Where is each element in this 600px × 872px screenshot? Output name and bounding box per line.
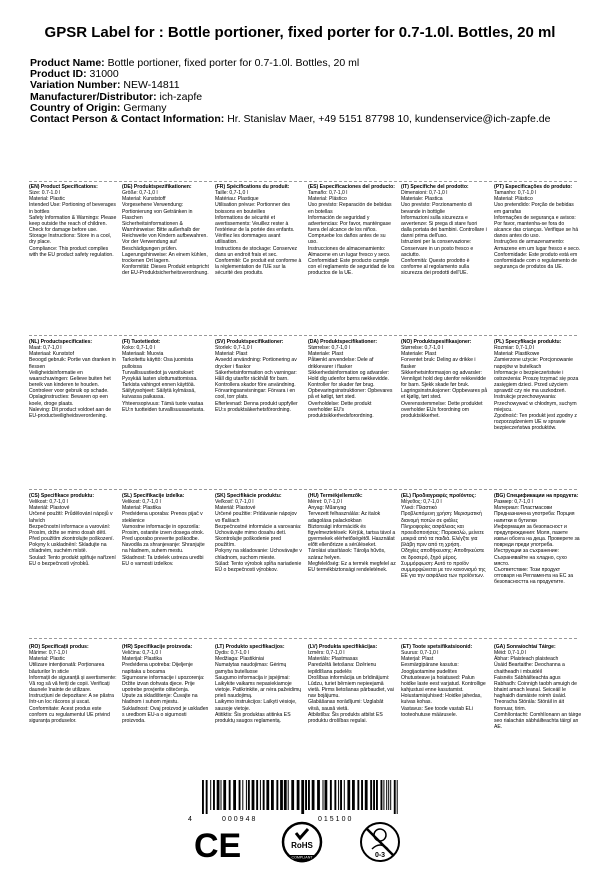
spec-line: Πληροφορίες ασφάλειας και προειδοποιήσεις: Παρακαλώ, μείνετε μακριά από τα παιδιά. Ελέγξτε για βλάβη πριν από τη χρήση. (401, 523, 484, 549)
spec-line: Turvallisuustiedot ja varoitukset: Pysykää lasten ulottumattomissa. Tarkista vahingot ennen käyttöä. (122, 369, 198, 389)
spec-block (401, 339, 489, 419)
compliance-symbols (192, 819, 412, 869)
spec-line: Predvidena uporaba: Prenos pijač v steklenice (122, 511, 203, 524)
spec-line: Materiale: Plast (308, 351, 344, 358)
barcode-digit-left: 4 (188, 816, 192, 823)
spec-line: Información de seguridad y advertencias: Por favor, manténgase fuera del alcance de los niños. Compruebe los daños antes de su uso. (308, 214, 391, 246)
spec-line: Bezpečnostné informácie a varovania: Uchovávajte mimo dosahu detí. Skontrolujte poškodenie pred použitím. (215, 523, 302, 549)
barcode-bar (305, 780, 307, 810)
age-limit-text: 0-3 (374, 852, 386, 859)
spec-line: Conformitate: Acest produs este conform cu regulamentul UE privind siguranța produselor. (29, 705, 110, 724)
spec-line: Информация за безопасност и предупреждения: Моля, пазете извън обсега на деца. Проверете за повреди преди употреба. (494, 523, 580, 549)
barcode-bar (365, 780, 368, 810)
barcode-bar (288, 780, 289, 810)
spec-line: Sicherheitsinformationen & Warnhinweise: Bitte außerhalb der Reichweite von Kindern aufbewahren. Vor der Verwendung auf Beschädigungen prüfen. (122, 220, 208, 252)
spec-line: Säilytysohjeet: Säilytä kylmässä, kuivassa paikassa. (122, 388, 196, 401)
spec-line: Megfelelőség: Ez a termék megfelel az EU termékbiztonsági rendeletének. (308, 560, 396, 573)
barcode-bar (210, 780, 211, 810)
spec-line: Material: Kunststoff (122, 196, 166, 203)
barcode-bar (397, 780, 398, 814)
barcode-bar (206, 780, 208, 814)
spec-line: Velikost: 0,7-1,0 l (29, 499, 68, 506)
spec-line: Konformität: Dieses Produkt entspricht der EU-Produktsicherheitsverordnung. (122, 264, 209, 277)
barcode-bar (260, 780, 261, 810)
spec-line: Yhteensopivuus: Tämä tuote vastaa EU:n tuotteiden turvallisuusasetusta. (122, 400, 205, 413)
spec-line: Uso pretendido: Porção de bebidas em garrafas (494, 202, 574, 215)
spec-line: Påtænkt anvendelse: Dele af drikkevarer i flasker (308, 357, 374, 370)
barcode-bar (381, 780, 383, 810)
spec-block (401, 184, 489, 276)
spec-block (29, 184, 117, 258)
spec-line: Predviđena upotreba: Dijeljenje napitaka u bocama (122, 662, 193, 675)
spec-line: Materijal: Plastika (122, 656, 162, 663)
barcode-bar (357, 780, 359, 810)
spec-line: Materiał: Plastikowe (494, 351, 540, 358)
spec-line: Drošības informācija un brīdinājumi: Lūdzu, turiet bērniem nepieejamā vietā. Pirms lietošanas pārbaudiet, vai nav bojājumu. (308, 674, 394, 700)
spec-heading: (SV) Produktspecifikationer: (215, 339, 284, 345)
spec-line: Méid: 0,7-1,0 l (494, 650, 527, 657)
barcode-bar (317, 780, 320, 810)
spec-line: Atitiktis: Šis produktas atitinka ES produktų saugos reglamentą. (215, 711, 291, 724)
spec-block (308, 184, 396, 276)
divider (29, 335, 577, 336)
info-key: Product ID: (30, 68, 87, 81)
spec-line: Conformidad: Este producto cumple con el reglamento de seguridad de los productos de la UE. (308, 257, 395, 277)
spec-line: Materiaali: Muovia (122, 351, 164, 358)
divider (29, 638, 577, 639)
spec-line: Hoiustamisjuhised: Hoidke jahedas, kuivas kohas. (401, 693, 482, 706)
spec-heading: (IT) Specifiche del prodotto: (401, 184, 469, 190)
divider (29, 489, 577, 490)
barcode-bar (386, 780, 387, 810)
spec-line: Zgodność: Ten produkt jest zgodny z rozporządzeniem UE w sprawie bezpieczeństwa produktów. (494, 412, 577, 432)
spec-block (122, 493, 210, 567)
barcode-bar (252, 780, 255, 810)
spec-line: Tarkoitettu käyttö: Osa juomista pulloissa (122, 357, 194, 370)
spec-line: Storage Instructions: Store in a cool, dry place. (29, 233, 112, 246)
barcode-bar (388, 780, 389, 810)
barcode-bar (280, 780, 283, 810)
info-value: ich-zapfe (159, 90, 203, 103)
spec-line: Tárolási utasítások: Tárolja hűvös, száraz helyen. (308, 548, 386, 561)
barcode-bar (308, 780, 310, 810)
spec-block (215, 493, 303, 573)
spec-block (29, 339, 117, 419)
spec-line: Lagerungshinweise: An einem kühlen, trockenen Ort lagern. (122, 251, 208, 264)
barcode-digits-right: 015100 (318, 816, 354, 823)
spec-line: Größe: 0,7-1,0 l (122, 190, 158, 197)
spec-line: Lagringsinstruksjoner: Oppbevares på et kjølig, tørt sted. (401, 388, 488, 401)
spec-heading: (FR) Spécifications du produit: (215, 184, 290, 190)
label-title: GPSR Label for : Bottle portioner, fixed porter for 0.7-1.0l. Bottles, 20 ml (44, 24, 556, 41)
spec-heading: (FI) Tuotetiedot: (122, 339, 161, 345)
barcode-bar (239, 780, 241, 810)
barcode-bar (361, 780, 363, 810)
spec-line: Informacje o bezpieczeństwie i ostrzeżenia: Proszę trzymać się poza zasięgiem dzieci. Przed użyciem sprawdź czy nie ma uszkodzeń. (494, 369, 579, 395)
spec-line: Safety Information & Warnings: Please keep outside the reach of children. Check for damage before use. (29, 214, 117, 234)
rohs-text: RoHS (291, 841, 313, 850)
spec-line: Méret: 0,7-1,0 l (308, 499, 343, 506)
spec-line: Materiál: Plastové (215, 505, 256, 512)
spec-line: Instruções de armazenamento: Armazene em um lugar fresco e seco. (494, 239, 581, 252)
spec-line: Treoracha Stórála: Stóráil in áit fionnuar, tirim. (494, 699, 565, 712)
spec-line: Forventet bruk: Deling av drikke i flasker (401, 357, 476, 370)
spec-block (494, 339, 582, 431)
spec-line: Paredzētā lietošana: Dzērienu iepildīšana pudelēs (308, 662, 377, 675)
rohs-compliant-text: COMPLIANT (291, 855, 313, 860)
spec-line: Material: Plastic (29, 656, 65, 663)
barcode-bar (297, 780, 300, 810)
spec-heading: (LT) Produkto specifikacijos: (215, 644, 285, 650)
spec-block (215, 339, 303, 413)
product-info (30, 58, 600, 125)
spec-block (308, 644, 396, 724)
spec-block (308, 339, 396, 419)
spec-line: Συμμόρφωση: Αυτό το προϊόν συμμορφώνεται με τον κανονισμό της ΕΕ για την ασφάλεια των προϊόντων. (401, 560, 486, 580)
spec-heading: (DE) Produktspezifikationen: (122, 184, 192, 190)
info-value: 31000 (89, 68, 119, 81)
barcode-bar (291, 780, 294, 810)
divider (29, 181, 577, 182)
barcode-bar (325, 780, 328, 810)
spec-heading: (HU) Termékjellemzők: (308, 493, 363, 499)
barcode-bar (330, 780, 332, 810)
barcode-bar (390, 780, 391, 810)
spec-line: Förvaringsanvisningar: Förvara i en cool, torr plats. (215, 388, 296, 401)
barcode-bar (344, 780, 345, 810)
spec-line: Sukladnost: Ovaj proizvod je usklađen s uredbom EU-a o sigurnosti proizvoda. (122, 705, 209, 724)
spec-line: Instrukcje przechowywania: Przechowywać w chłodnym, suchym miejscu. (494, 394, 577, 413)
spec-line: Materjal: Plast (401, 656, 434, 663)
spec-line: Pokyny k uskladnění: Skladujte na chladném, suchém místě. (29, 542, 107, 555)
spec-heading: (SK) Špecifikácie produktu: (215, 493, 282, 499)
spec-line: Instrucciones de almacenamiento: Almacene en un lugar fresco y seco. (308, 245, 391, 258)
spec-line: Conformidade: Este produto está em conformidade com o regulamento de segurança de produtos da UE. (494, 251, 578, 271)
spec-line: Taille: 0,7-1,0 l (215, 190, 248, 197)
spec-heading: (EN) Product Specifications: (29, 184, 98, 190)
spec-line: Efterlevnad: Denna produkt uppfyller EU:s produktsäkerhetsförordning. (215, 400, 298, 413)
spec-block (122, 184, 210, 276)
spec-line: Størrelse: 0,7-1,0 l (401, 345, 443, 352)
spec-line: Velikost: 0,7-1,0 l (122, 499, 161, 506)
spec-line: Ohutusteave ja hoiatused: Palun hoidke laste eest varjatud. Kontrollige kahjustusi enne kasutamist. (401, 674, 486, 694)
ean-barcode (198, 780, 403, 814)
spec-heading: (CS) Specifikace produktu: (29, 493, 95, 499)
spec-line: Atbilstība: Šis produkts atbilst ES produktu drošības regulai. (308, 711, 383, 724)
info-value: NEW-14811 (123, 79, 180, 92)
info-key: Contact Person & Contact Information: (30, 113, 225, 126)
spec-line: Προβλεπόμενη χρήση: Μερισματική διανομή ποτών σε φιάλες (401, 511, 482, 524)
spec-line: Faisnéis Sábháilteachta agus Rabhadh: Coinnigh taobh amuigh de bhaint amach leanaí. Seiceáil le haghaidh damáiste roimh úsáid. (494, 674, 577, 700)
ce-mark-text: CE (194, 827, 242, 865)
info-key: Manufacturer/Distributor: (30, 90, 157, 103)
spec-line: Opbevaringsinstruktioner: Opbevares på et køligt, tørt sted. (308, 388, 393, 401)
spec-line: Materiale: Plastica (401, 196, 443, 203)
spec-line: Overensstemmelse: Dette produktet overholder EUs forordning om produktsikkerhet. (401, 400, 483, 419)
spec-block (29, 493, 117, 567)
spec-line: Material: Plastic (29, 196, 65, 203)
spec-line: Biztonsági információk és figyelmeztetések: Kérjük, tartsa távol a gyermekek elérhetőségétől. Használat előtt ellenőrizze a sérüléseket. (308, 523, 396, 549)
spec-line: Material: Plast (215, 351, 248, 358)
spec-line: Ábhar: Plaisteach plaisteach (494, 656, 559, 663)
spec-line: Utilisation prévue: Portionner des boissons en bouteilles (215, 202, 291, 215)
barcode-bar (248, 780, 250, 810)
spec-heading: (NO) Produktspesifikasjoner: (401, 339, 472, 345)
spec-line: Comhlíontacht: Comhlíonann an táirge seo rialachán sábháilteachta táirgí an AE. (494, 711, 582, 731)
spec-line: Οδηγίες αποθήκευσης: Αποθηκεύστε σε δροσερό, ξηρό μέρος. (401, 548, 485, 561)
spec-line: Veličina: 0,7-1,0 l (122, 650, 161, 657)
spec-line: Skladnost: Ta izdelek ustreza uredbi EU o varnosti izdelkov. (122, 554, 204, 567)
spec-line: Utilizare intenționată: Porționarea băuturilor în sticle (29, 662, 105, 675)
spec-heading: (PL) Specyfikacje produktu: (494, 339, 562, 345)
barcode-bar (301, 780, 304, 814)
spec-line: Zamierzone użycie: Porcjonowanie napojów w butelkach (494, 357, 573, 370)
spec-line: Soulad: Tento produkt splňuje nařízení EU o bezpečnosti výrobků. (29, 554, 116, 567)
spec-line: Eesmärgipärane kasutus: Joogijaotamine pudelites (401, 662, 459, 675)
spec-line: Informații de siguranță și avertismente: Vă rog să vă feriți de copii. Verificați daunele înainte de utilizare. (29, 674, 117, 694)
info-value: Hr. Stanislav Maer, +49 5151 87798 10, kundenservice@ich-zapfe.de (227, 113, 551, 126)
spec-block (215, 644, 303, 724)
barcode-bar (338, 780, 339, 810)
spec-heading: (SL) Specifikacije izdelka: (122, 493, 185, 499)
spec-heading: (RO) Specificații produs: (29, 644, 89, 650)
spec-line: Varnostne informacije in opozorila: Prosim, ostanite izven dosega otrok. Pred uporabo preverite poškodbe. (122, 523, 205, 543)
barcode-bar (276, 780, 278, 810)
barcode-bar (394, 780, 396, 814)
spec-line: Material: Plastika (122, 505, 161, 512)
spec-line: Informations de sécurité et avertissements: Veuillez rester à l'extérieur de la portée des enfants. Vérifiez les dommages avant utilisation. (215, 214, 295, 246)
spec-line: Størrelse: 0,7-1,0 l (308, 345, 350, 352)
spec-line: Uso previsto: Reparación de bebidas en botellas (308, 202, 392, 215)
spec-line: Sikkerhedsinformation og advarsler: Hold dig udenfor børns rækkevidde. Kontroller for skader før brug. (308, 369, 390, 389)
spec-block (494, 184, 582, 270)
info-key: Product Name: (30, 57, 105, 69)
spec-line: Veľkosť: 0,7-1,0 l (215, 499, 254, 506)
not-for-children-icon (361, 823, 399, 861)
spec-line: Rozmiar: 0,7-1,0 l (494, 345, 535, 352)
spec-line: Suurus: 0,7-1,0 l (401, 650, 439, 657)
barcode-bar (217, 780, 220, 810)
spec-line: Sikkerhetsinformasjon og advarsler: Vennligst hold deg utenfor rekkevidde for barn. Sjekk skade før bruk. (401, 369, 486, 389)
spec-line: Glabāšanas norādījumi: Uzglabāt vēsā, sausā vietā. (308, 699, 384, 712)
spec-line: Naleving: Dit product voldoet aan de EU-productveiligheidsverordening. (29, 406, 112, 419)
barcode-bar (284, 780, 287, 810)
info-value: Germany (123, 101, 167, 114)
spec-line: Pokyny na skladovanie: Uchovávajte v chladnom, suchom mieste. (215, 548, 302, 561)
spec-line: Opslaginstructies: Bewaren op een koele, droge plaats. (29, 394, 108, 407)
spec-heading: (EL) Προδιαγραφές προϊόντος: (401, 493, 477, 499)
barcode-bar (221, 780, 222, 810)
barcode-bar (352, 780, 355, 810)
spec-heading: (DA) Produktspecifikationer: (308, 339, 378, 345)
spec-line: Materiale: Plast (401, 351, 437, 358)
barcode-bar (373, 780, 375, 810)
barcode-bar (383, 780, 384, 810)
spec-line: Matériau: Plastique (215, 196, 259, 203)
barcode-bar (376, 780, 378, 810)
spec-line: Dimensioni: 0,7-1,0 l (401, 190, 448, 197)
barcode-digits-middle: 000948 (222, 816, 258, 823)
spec-line: Informações de segurança e avisos: Por favor, mantenha-se fora do alcance das crianças. Verifique se há danos antes do uso. (494, 214, 579, 240)
spec-line: Úsáid Beartaithe: Deochanna a chaitheadh i mbuidéil (494, 662, 565, 675)
barcode-bar (256, 780, 258, 810)
spec-line: Overholdelse: Dette produkt overholder EU's produktsikkerhedsforordning. (308, 400, 374, 419)
spec-line: Materiāls: Plastmasas (308, 656, 358, 663)
barcode-bar (246, 780, 247, 810)
info-row-contact (30, 114, 600, 125)
spec-line: Avsedd användning: Portionering av drycker i flaskor (215, 357, 297, 370)
barcode-bar (370, 780, 372, 810)
spec-line: Compliance: This product complies with the EU product safety regulation. (29, 245, 114, 258)
spec-block (401, 644, 489, 718)
spec-line: Určené použitie: Prídávanie nápojov vo fľašiach (215, 511, 297, 524)
barcode-bar (263, 780, 265, 810)
spec-line: Anyag: Műanyag (308, 505, 347, 512)
spec-line: Beoogd gebruik: Portie van dranken in flessen (29, 357, 116, 370)
spec-line: Medžiaga: Plastikiniai (215, 656, 264, 663)
spec-line: Navodila za shranjevanje: Shranjujte na hladnem, suhem mestu. (122, 542, 205, 555)
spec-line: Istruzioni per la conservazione: Conservare in un posto fresco e asciutto. (401, 239, 474, 258)
spec-line: Informazioni sulla sicurezza e avvertenze: Si prega di stare fuori dalla portata dei bambini. Controllare i danni prima dell'uso. (401, 214, 487, 240)
spec-line: Tamaño: 0,7-1,0 l (308, 190, 348, 197)
barcode-bar (347, 780, 350, 810)
spec-heading: (ET) Toote spetsifikatsioonid: (401, 644, 473, 650)
spec-line: Dydis: 0,7-1,0 l (215, 650, 249, 657)
spec-heading: (HR) Specifikacije proizvoda: (122, 644, 193, 650)
spec-line: Инструкции за съхранение: Съхранявайте на хладно, сухо място. (494, 548, 567, 567)
ce-mark-icon (194, 827, 241, 865)
spec-line: Conformità: Questo prodotto è conforme al regolamento sulla sicurezza dei prodotti dell'UE. (401, 257, 470, 277)
spec-heading: (ES) Especificaciones del producto: (308, 184, 395, 190)
barcode-bar (266, 780, 269, 810)
barcode-bar (223, 780, 226, 810)
barcode-bar (271, 780, 274, 810)
spec-block (494, 644, 582, 730)
spec-line: Материал: Пластмасови (494, 505, 553, 512)
spec-line: Μέγεθος: 0,7-1,0 l (401, 499, 442, 506)
spec-line: Material: Plástico (308, 196, 347, 203)
spec-line: Instructions de stockage: Conservez dans un endroit frais et sec. (215, 245, 298, 258)
spec-block (122, 644, 210, 724)
barcode-bar (340, 780, 342, 810)
spec-line: Izmērs: 0,7-1,0 l (308, 650, 345, 657)
barcode-bar (229, 780, 231, 810)
spec-line: Sigurnosne informacije i upozorenja: Držite izvan dohvata djece. Prije upotrebe provjerite oštećenja. (122, 674, 205, 694)
info-key: Variation Number: (30, 79, 121, 92)
spec-line: Intended Use: Portioning of beverages in bottles (29, 202, 116, 215)
spec-line: Súlad: Tento výrobok spĺňa nariadenie EÚ o bezpečnosti výrobkov. (215, 560, 302, 573)
barcode-bar (334, 780, 336, 810)
spec-line: Určené použití: Průdělování nápojů v lahvích (29, 511, 113, 524)
spec-line: Material: Plástico (494, 196, 533, 203)
spec-line: Veiligheidsinformatie en waarschuwingen: Gelieve buiten het bereik van kinderen te houden. Controleer voor gebruik op schade. (29, 369, 111, 395)
spec-heading: (PT) Especificações do produto: (494, 184, 573, 190)
spec-line: Υλικό: Πλαστικό (401, 505, 437, 512)
spec-block (215, 184, 303, 276)
barcode-bar (233, 780, 236, 810)
spec-line: Materiál: Plastové (29, 505, 70, 512)
spec-heading: (NL) Productspecificaties: (29, 339, 93, 345)
spec-line: Bezpečnostní informace a varování: Prosím, držte se mimo dosah dětí. Před použitím zkontrolujte poškození. (29, 523, 114, 543)
barcode-bar (323, 780, 324, 810)
spec-block (122, 339, 210, 413)
info-value: Bottle portioner, fixed porter for 0.7-1.0l. Bottles, 20 ml (107, 57, 360, 69)
spec-block (401, 493, 489, 579)
spec-heading: (GA) Sonraíochtaí Táirge: (494, 644, 556, 650)
spec-line: Size: 0.7-1.0 l (29, 190, 61, 197)
spec-heading: (BG) Спецификации на продукта: (494, 493, 579, 499)
spec-line: Uso previsto: Porzionamento di bevande in bottiglie (401, 202, 472, 215)
spec-line: Tamanho: 0,7-1,0 l (494, 190, 537, 197)
spec-line: Предназначена употреба: Порция напитки в бутилки (494, 511, 575, 524)
spec-line: Mărime: 0,7-1,0 l (29, 650, 68, 657)
spec-line: Maat: 0,7-1,0 l (29, 345, 62, 352)
info-key: Country of Origin: (30, 101, 121, 114)
spec-block (29, 644, 117, 724)
spec-line: Upute za skladištenje: Čuvajte na hladnom i suhom mjestu. (122, 693, 198, 706)
barcode-bar (213, 780, 215, 810)
spec-block (308, 493, 396, 573)
spec-line: Materiaal: Kunststof (29, 351, 75, 358)
spec-line: Säkerhetsinformation och varningar: Håll dig utanför räckhåll för barn. Kontrollera skador före användning. (215, 369, 297, 389)
spec-line: Saugumo informacija ir įspėjimai: Laikykite vaikams nepasiekiamoje vietoje. Patikrinkite, ar nėra pažeidimų prieš naudojimą. (215, 674, 302, 700)
spec-heading: (LV) Produkta specifikācijas: (308, 644, 378, 650)
spec-line: Laikymo instrukcijos: Laikyti vėsioje, sausoje vietoje. (215, 699, 297, 712)
spec-line: Instrucțiuni de depozitare: A se păstra într-un loc răcoros și uscat. (29, 693, 114, 706)
barcode-bar (242, 780, 243, 810)
spec-line: Numatytas naudojimas: Gėrimų gamyba butelluose (215, 662, 287, 675)
spec-line: Съответствие: Този продукт отговаря на Регламента на ЕС за безопасността на продуктите. (494, 566, 574, 586)
spec-line: Размер: 0,7-1,0 l (494, 499, 533, 506)
spec-line: Vorgesehene Verwendung: Portionierung von Getränken in Flaschen (122, 202, 193, 221)
spec-line: Vastavus: See toode vastab ELi tooteohutuse määrusele. (401, 705, 473, 718)
spec-line: Koko: 0,7-1,0 l (122, 345, 155, 352)
spec-block (494, 493, 582, 585)
spec-line: Storlek: 0,7-1,0 l (215, 345, 253, 352)
barcode-bar (202, 780, 204, 814)
spec-line: Conformité: Ce produit est conforme à la réglementation de l'UE sur la sécurité des produits. (215, 257, 302, 277)
rohs-icon (283, 823, 321, 862)
spec-line: Tervezett felhasználás: Az italok adagolása palackokban (308, 511, 381, 524)
barcode-bar (312, 780, 315, 810)
